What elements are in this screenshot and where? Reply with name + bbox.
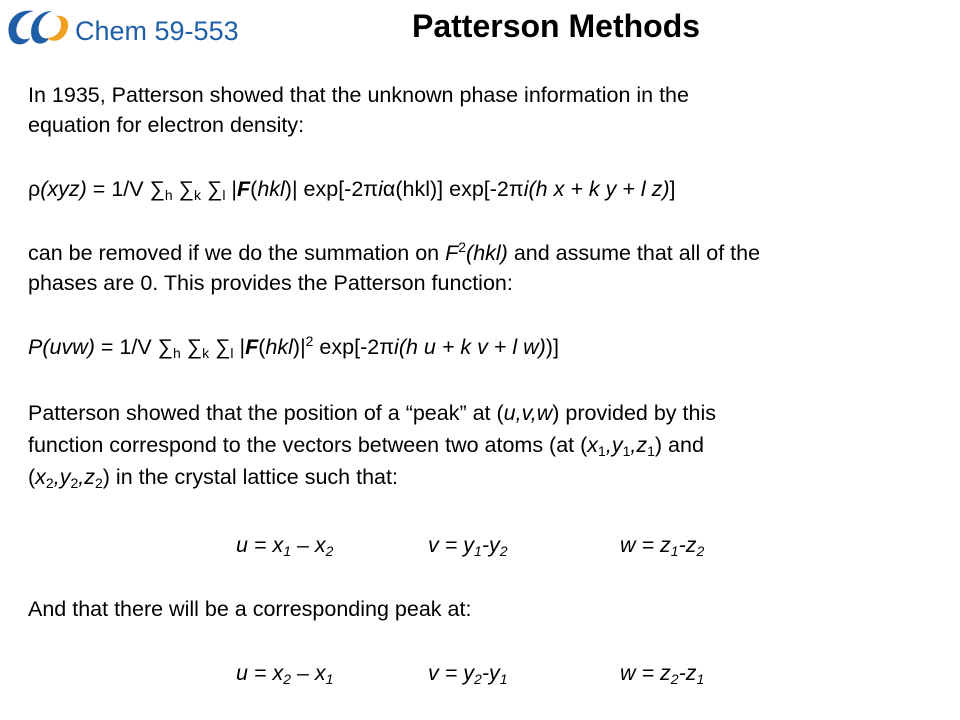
eq1-exp-part: | exp[-2 — [291, 177, 364, 201]
p3-line-3: $(x_2,y_2,z_2)$ in the crystal lattice such that: — [28, 465, 398, 491]
course-label: Chem 59-553 — [75, 16, 239, 46]
eq1-position-expr: (h x + k y + l z) — [528, 177, 670, 201]
intro-line-1: In 1935, Patterson showed that the unknown phase information in the — [28, 83, 689, 107]
university-logo — [4, 8, 70, 48]
p3-line-1: Patterson showed that the position of a “peak” at (u,v,w) provided by this — [28, 401, 716, 425]
sum-l: $\sum_l$ — [206, 177, 226, 203]
eq1-equals: = 1/V — [86, 177, 150, 201]
page-title: Patterson Methods — [412, 8, 701, 44]
relation-v-2: $v = y_2-y_1$ — [428, 661, 508, 687]
eq2-position-expr: (h u + k v + l w) — [398, 335, 546, 359]
patterson-function-equation: P(uvw) = 1/V $\sum_h$ $\sum_k$ $\sum_l$ $|F(hkl)|^2$ exp[-2πi(h u + k v + l w))] — [28, 333, 559, 361]
eq2-lhs: P(uvw) — [28, 335, 95, 359]
p4-line: And that there will be a corresponding peak at: — [28, 597, 472, 621]
p3-line-2: function correspond to the vectors between two atoms (at $(x_1,y_1,z_1)$ and — [28, 433, 704, 459]
logo-orange-swoosh — [47, 16, 68, 41]
electron-density-equation: ρ(xyz) = 1/V $\sum_h$ $\sum_k$ $\sum_l$ |F(hkl)| exp[-2πiα(hkl)] exp[-2πi(h x + k y + l z)] — [28, 177, 676, 203]
sum-l: $\sum_l$ — [215, 335, 234, 361]
sum-h: $\sum_h$ — [149, 177, 173, 203]
pi-symbol: π — [363, 177, 379, 201]
relation-u-1: $u = x_1 - x_2$ — [236, 533, 334, 559]
sum-k: $\sum_k$ — [186, 335, 210, 361]
sum-h: $\sum_h$ — [157, 335, 181, 361]
eq1-hkl: hkl — [257, 177, 285, 201]
eq1-F: F — [237, 177, 251, 201]
eq2-F: F — [245, 335, 259, 359]
eq1-abs-open: | — [225, 177, 237, 201]
rho-symbol: ρ — [28, 177, 41, 201]
alpha-symbol: α — [382, 177, 396, 201]
relation-w-2: $w = z_2-z_1$ — [620, 661, 705, 687]
mid-line-1: can be removed if we do the summation on $F^2(hkl)$ and assume that all of the — [28, 239, 761, 265]
mid-line-2: phases are 0. This provides the Patterson function: — [28, 271, 513, 295]
sum-k: $\sum_k$ — [178, 177, 201, 203]
intro-line-2: equation for electron density: — [28, 113, 305, 137]
relation-u-2: $u = x_2 - x_1$ — [236, 661, 334, 687]
relation-v-1: $v = y_1-y_2$ — [428, 533, 508, 559]
eq1-lhs: (xyz) — [40, 177, 87, 201]
eq1-phase-tail: (hkl)] exp[-2 — [395, 177, 509, 201]
logo-blue-swoosh — [8, 11, 34, 45]
relation-w-1: $w = z_1-z_2$ — [620, 533, 705, 559]
